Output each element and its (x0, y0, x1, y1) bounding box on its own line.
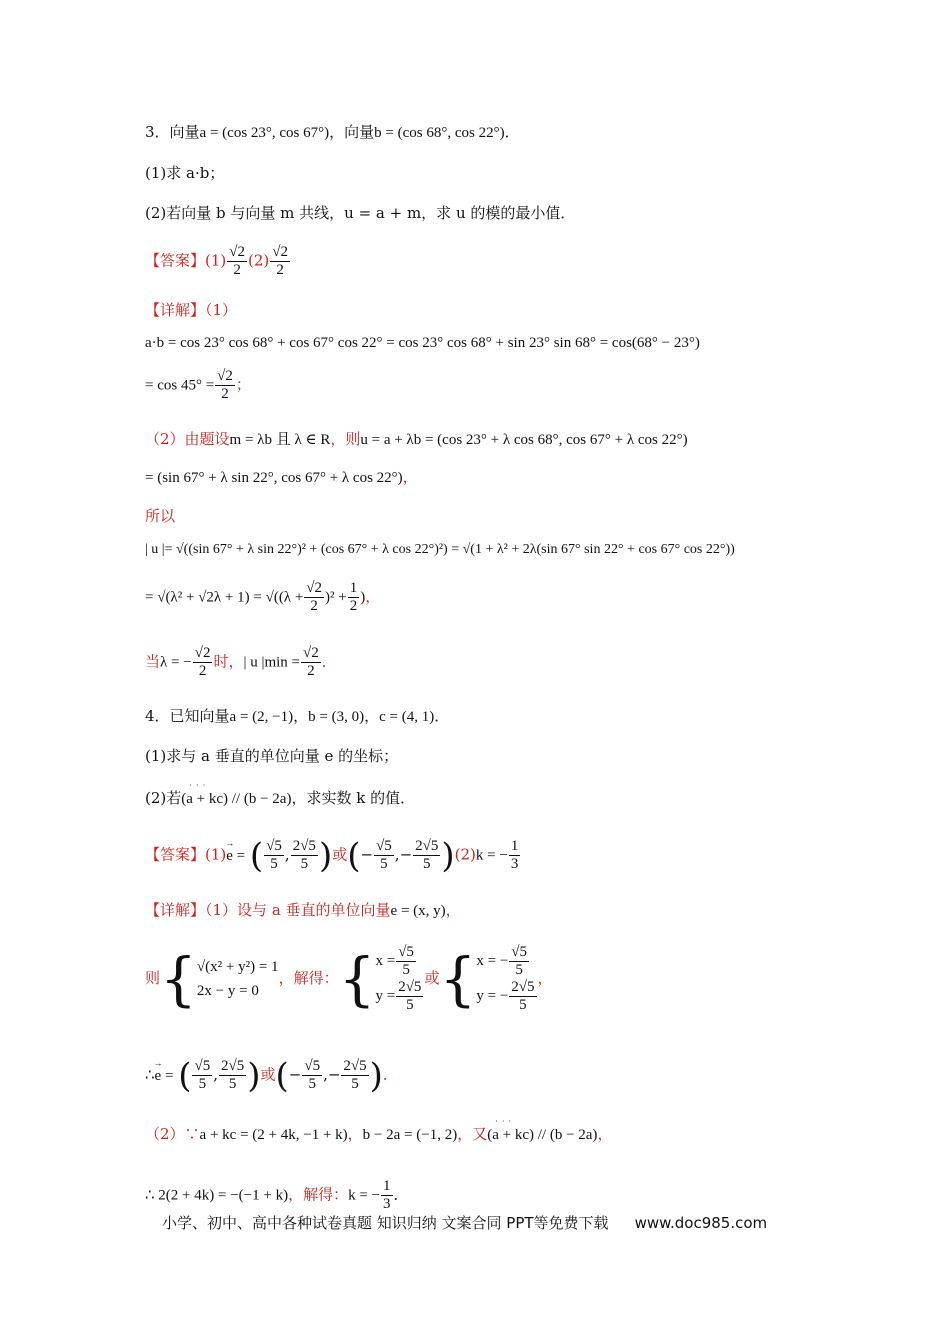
q4-part2: (2)若· · · (a + kc) // (b − 2a)，求实数 k 的值． (145, 788, 415, 809)
q3-so: 所以 (145, 507, 176, 525)
q3-answer: 【答案】(1) $\frac{√2}{2}$ (2) $\frac{√2}{2}$ (145, 244, 288, 278)
fraction: $\frac{√5}{5}$ (398, 944, 414, 978)
q4-answer: 【答案】(1)→ e = ( $\frac{√5}{5}$ , $\frac{2√5}{5}$ )或(− $\frac{√5}{5}$ ,− $\frac{2√5}{5}$ )(2)k = − $\frac{1}{3}$ (145, 838, 521, 873)
fraction: $\frac{1}{3}$ (510, 838, 519, 872)
fraction: $\frac{2√5}{5}$ (220, 1058, 245, 1092)
q4-therefore-e: ∴→ e = ( $\frac{√5}{5}$ , $\frac{2√5}{5}$ )或(− $\frac{√5}{5}$ ,− $\frac{2√5}{5}$ )． (145, 1058, 398, 1093)
q4-part1: (1)求与 a 垂直的单位向量 e 的坐标； (145, 747, 399, 765)
footer-url[interactable]: www.doc985.com (634, 1214, 768, 1232)
q4-detail-part2: （2）∵a + kc = (2 + 4k, −1 + k)，b − 2a = (−1, 2)，又· · · (a + kc) // (b − 2a)， (145, 1124, 612, 1145)
fraction: $\frac{√2}{2}$ (217, 368, 233, 402)
q3-detail-part2-line2: = (sin 67° + λ sin 22°, cos 67° + λ cos 22°)， (145, 468, 418, 486)
fraction: $\frac{√2}{2}$ (272, 244, 288, 278)
page-footer (162, 1212, 767, 1233)
q3-detail-part2: （2）由题设m = λb 且 λ ∈ R，则u = a + λb = (cos 23° + λ cos 68°, cos 67° + λ cos 22°) (145, 430, 688, 448)
q3-detail-line2: = cos 45° = $\frac{√2}{2}$ ； (145, 368, 251, 402)
fraction: $\frac{2√5}{5}$ (415, 838, 439, 872)
q4-system: 则{ √(x² + y²) = 1 2x − y = 0 ，解得：{ x = $\frac{√5}{5}$ y = $\frac{2√5}{5}$ 或{ x = − $\frac{√5}{5}$ y = − $\frac{2√5}{5}$ ， (145, 944, 553, 1013)
q3-part1: (1)求 a·b； (145, 164, 225, 182)
q3-part2: (2)若向量 b 与向量 m 共线，u = a + m，求 u 的模的最小值． (145, 204, 576, 222)
q3-when: 当λ = − $\frac{√2}{2}$ 时，| u |min = $\frac{√2}{2}$ ． (145, 645, 337, 679)
q3-modulus-line: | u |= √((sin 67° + λ sin 22°)² + (cos 67° + λ cos 22°)²) = √(1 + λ² + 2λ(sin 67° sin 22° + cos 67° cos 22°)) (145, 542, 735, 557)
fraction: $\frac{2√5}{5}$ (292, 838, 316, 872)
q4-detail-part1: 【详解】（1）设与 a 垂直的单位向量e = (x, y)， (145, 901, 461, 919)
fraction: $\frac{2√5}{5}$ (398, 979, 422, 1013)
fraction: $\frac{√2}{2}$ (306, 580, 323, 614)
q3-detail-label: 【详解】（1） (145, 301, 238, 319)
fraction: $\frac{√5}{5}$ (376, 838, 392, 872)
fraction: $\frac{√5}{5}$ (194, 1058, 211, 1092)
fraction: $\frac{√2}{2}$ (194, 645, 211, 679)
fraction: $\frac{√5}{5}$ (304, 1058, 321, 1092)
fraction: $\frac{1}{3}$ (383, 1178, 391, 1212)
fraction: $\frac{√5}{5}$ (266, 838, 282, 872)
fraction: $\frac{√5}{5}$ (511, 944, 528, 978)
q4-last-line: ∴ 2(2 + 4k) = −(−1 + k)，解得：k = − $\frac{1}{3}$ ． (145, 1178, 409, 1212)
q3-modulus-line2: = √(λ² + √2λ + 1) = √((λ + $\frac{√2}{2}$ )² + $\frac{1}{2}$ )， (145, 580, 381, 614)
q3-detail-line1: a·b = cos 23° cos 68° + cos 67° cos 22° = cos 23° cos 68° + sin 23° sin 68° = cos(68° − 23°) (145, 335, 700, 351)
fraction: $\frac{√2}{2}$ (303, 645, 319, 679)
q4-title: 4．已知向量a = (2, −1)，b = (3, 0)，c = (4, 1)． (145, 707, 450, 725)
fraction: $\frac{2√5}{5}$ (343, 1058, 367, 1092)
footer-text: 小学、初中、高中各种试卷真题 知识归纳 文案合同 PPT等免费下载 (162, 1214, 609, 1232)
fraction: $\frac{1}{2}$ (349, 580, 358, 614)
q3-title: 3．向量a = (cos 23°, cos 67°)，向量b = (cos 68°, cos 22°)． (145, 123, 520, 141)
fraction: $\frac{2√5}{5}$ (511, 979, 535, 1013)
fraction: $\frac{√2}{2}$ (229, 244, 245, 278)
